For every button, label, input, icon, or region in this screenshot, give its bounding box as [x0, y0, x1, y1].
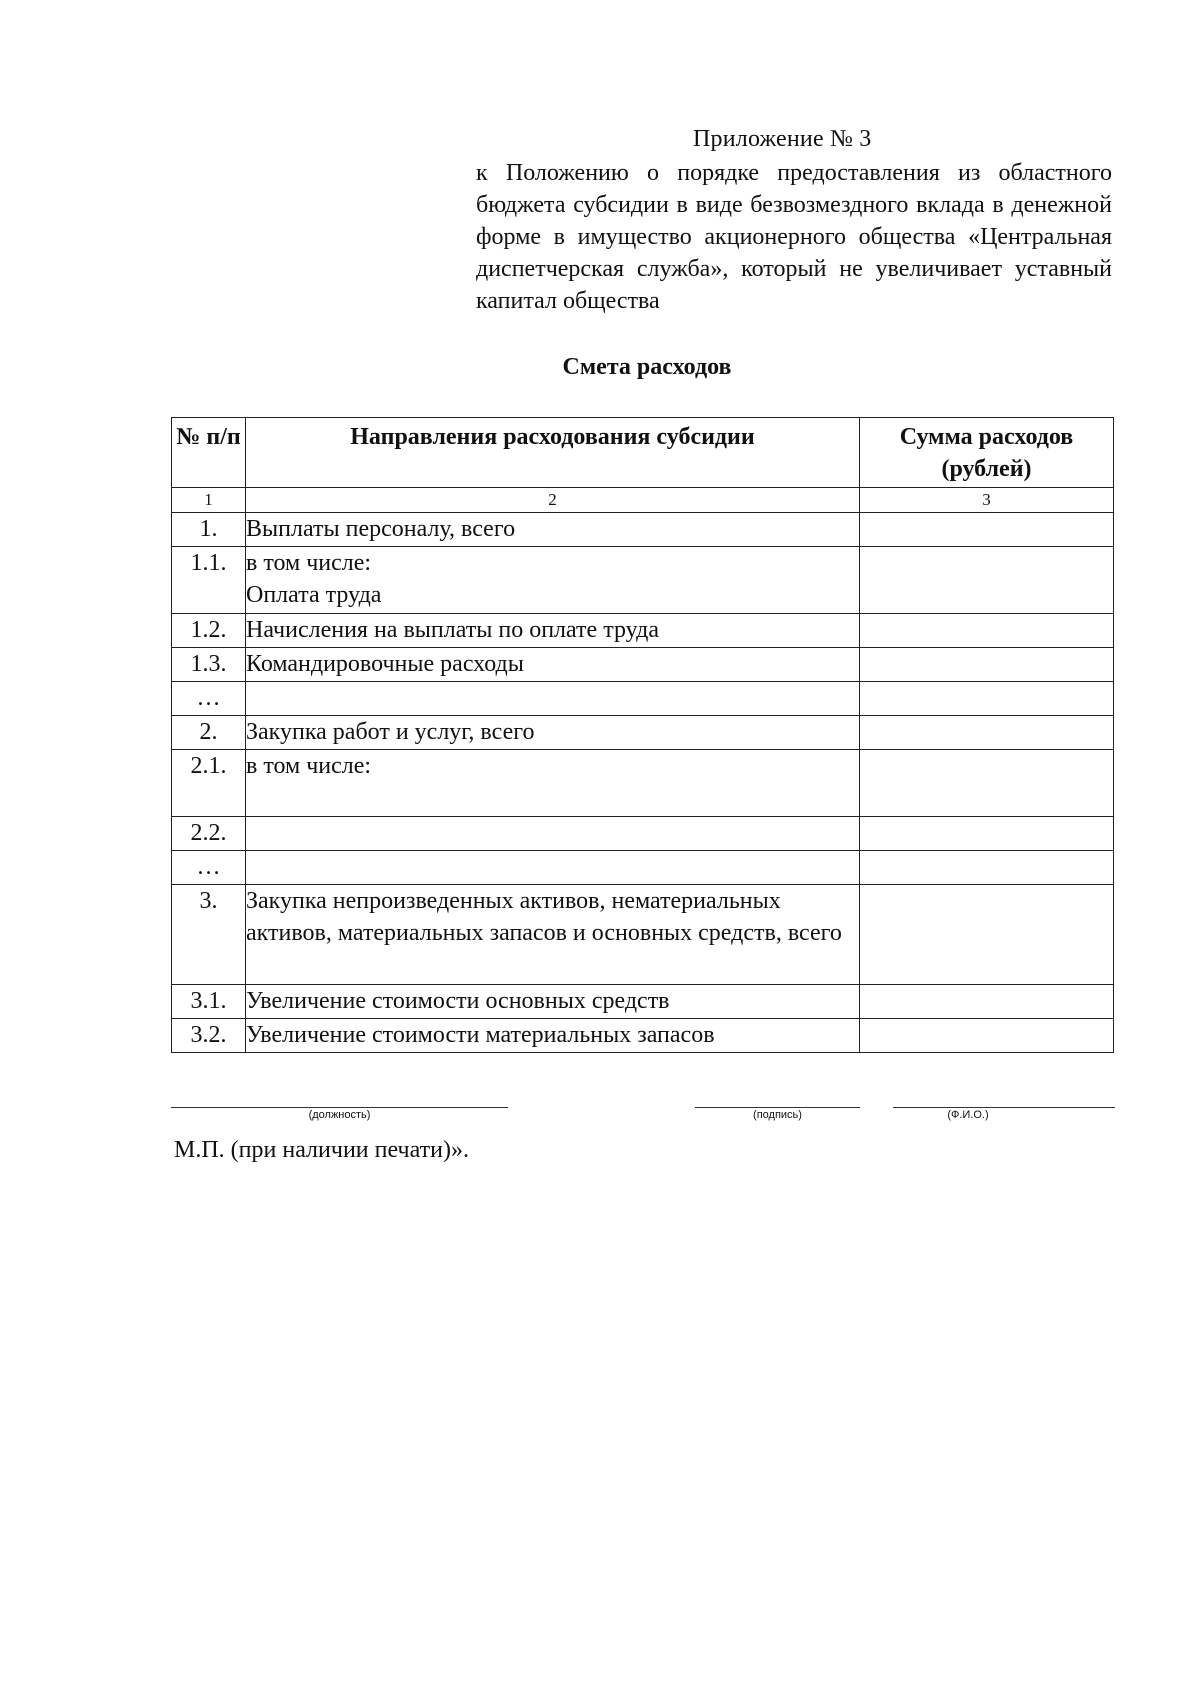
table-row [172, 1019, 1114, 1053]
table-row [172, 817, 1114, 851]
row-direction: в том числе: [246, 750, 860, 817]
row-sum [860, 985, 1114, 1019]
row-number: 2.2. [172, 817, 246, 851]
header-sum: Сумма расходов (рублей) [860, 418, 1114, 488]
table-row [172, 682, 1114, 716]
column-number-row [172, 488, 1114, 513]
row-sum [860, 513, 1114, 547]
table-header-row [172, 418, 1114, 488]
column-number-3: 3 [860, 488, 1114, 513]
table-row [172, 750, 1114, 817]
column-number-1: 1 [172, 488, 246, 513]
position-label: (должность) [308, 1109, 371, 1121]
row-direction [246, 682, 860, 716]
header-direction: Направления расходования субсидии [246, 418, 860, 488]
row-direction: в том числе: Оплата труда [246, 547, 860, 614]
signature-line [695, 1107, 860, 1108]
row-direction: Закупка непроизведенных активов, нематериальных активов, материальных запасов и основных средств, всего [246, 885, 860, 985]
appendix-title: Приложение № 3 [693, 126, 872, 152]
row-direction: Увеличение стоимости основных средств [246, 985, 860, 1019]
table-row [172, 985, 1114, 1019]
row-sum [860, 614, 1114, 648]
row-number: 3.1. [172, 985, 246, 1019]
row-number: 1.3. [172, 648, 246, 682]
row-number: 3.2. [172, 1019, 246, 1053]
row-direction: Выплаты персоналу, всего [246, 513, 860, 547]
row-sum [860, 716, 1114, 750]
row-sum [860, 648, 1114, 682]
row-number: 1. [172, 513, 246, 547]
row-direction: Командировочные расходы [246, 648, 860, 682]
table-row [172, 851, 1114, 885]
row-sum [860, 750, 1114, 817]
row-sum [860, 851, 1114, 885]
row-number: 1.1. [172, 547, 246, 614]
seal-note: М.П. (при наличии печати)». [174, 1137, 469, 1163]
appendix-body: к Положению о порядке предоставления из областного бюджета субсидии в виде безвозмездного вклада в денежной форме в имущество акционерного общества «Центральная диспетчерская служба», который не увеличивает уставный капитал общества [476, 160, 1112, 314]
table-row [172, 885, 1114, 985]
position-line [171, 1107, 508, 1108]
row-direction: Начисления на выплаты по оплате труда [246, 614, 860, 648]
row-sum [860, 885, 1114, 985]
row-number: 2. [172, 716, 246, 750]
name-label: (Ф.И.О.) [947, 1109, 989, 1121]
row-sum [860, 817, 1114, 851]
row-sum [860, 1019, 1114, 1053]
table-row [172, 547, 1114, 614]
estimate-table [171, 417, 1114, 1053]
row-number: 1.2. [172, 614, 246, 648]
row-direction: Закупка работ и услуг, всего [246, 716, 860, 750]
row-number: … [172, 851, 246, 885]
table-row [172, 513, 1114, 547]
row-direction [246, 851, 860, 885]
table-row [172, 716, 1114, 750]
row-direction [246, 817, 860, 851]
column-number-2: 2 [246, 488, 860, 513]
table-row [172, 614, 1114, 648]
estimate-title: Смета расходов [562, 354, 732, 380]
row-number: 3. [172, 885, 246, 985]
signature-label: (подпись) [753, 1109, 802, 1121]
row-direction: Увеличение стоимости материальных запасов [246, 1019, 860, 1053]
row-sum [860, 547, 1114, 614]
name-line [893, 1107, 1115, 1108]
table-row [172, 648, 1114, 682]
header-number: № п/п [172, 418, 246, 488]
row-number: … [172, 682, 246, 716]
row-sum [860, 682, 1114, 716]
row-number: 2.1. [172, 750, 246, 817]
